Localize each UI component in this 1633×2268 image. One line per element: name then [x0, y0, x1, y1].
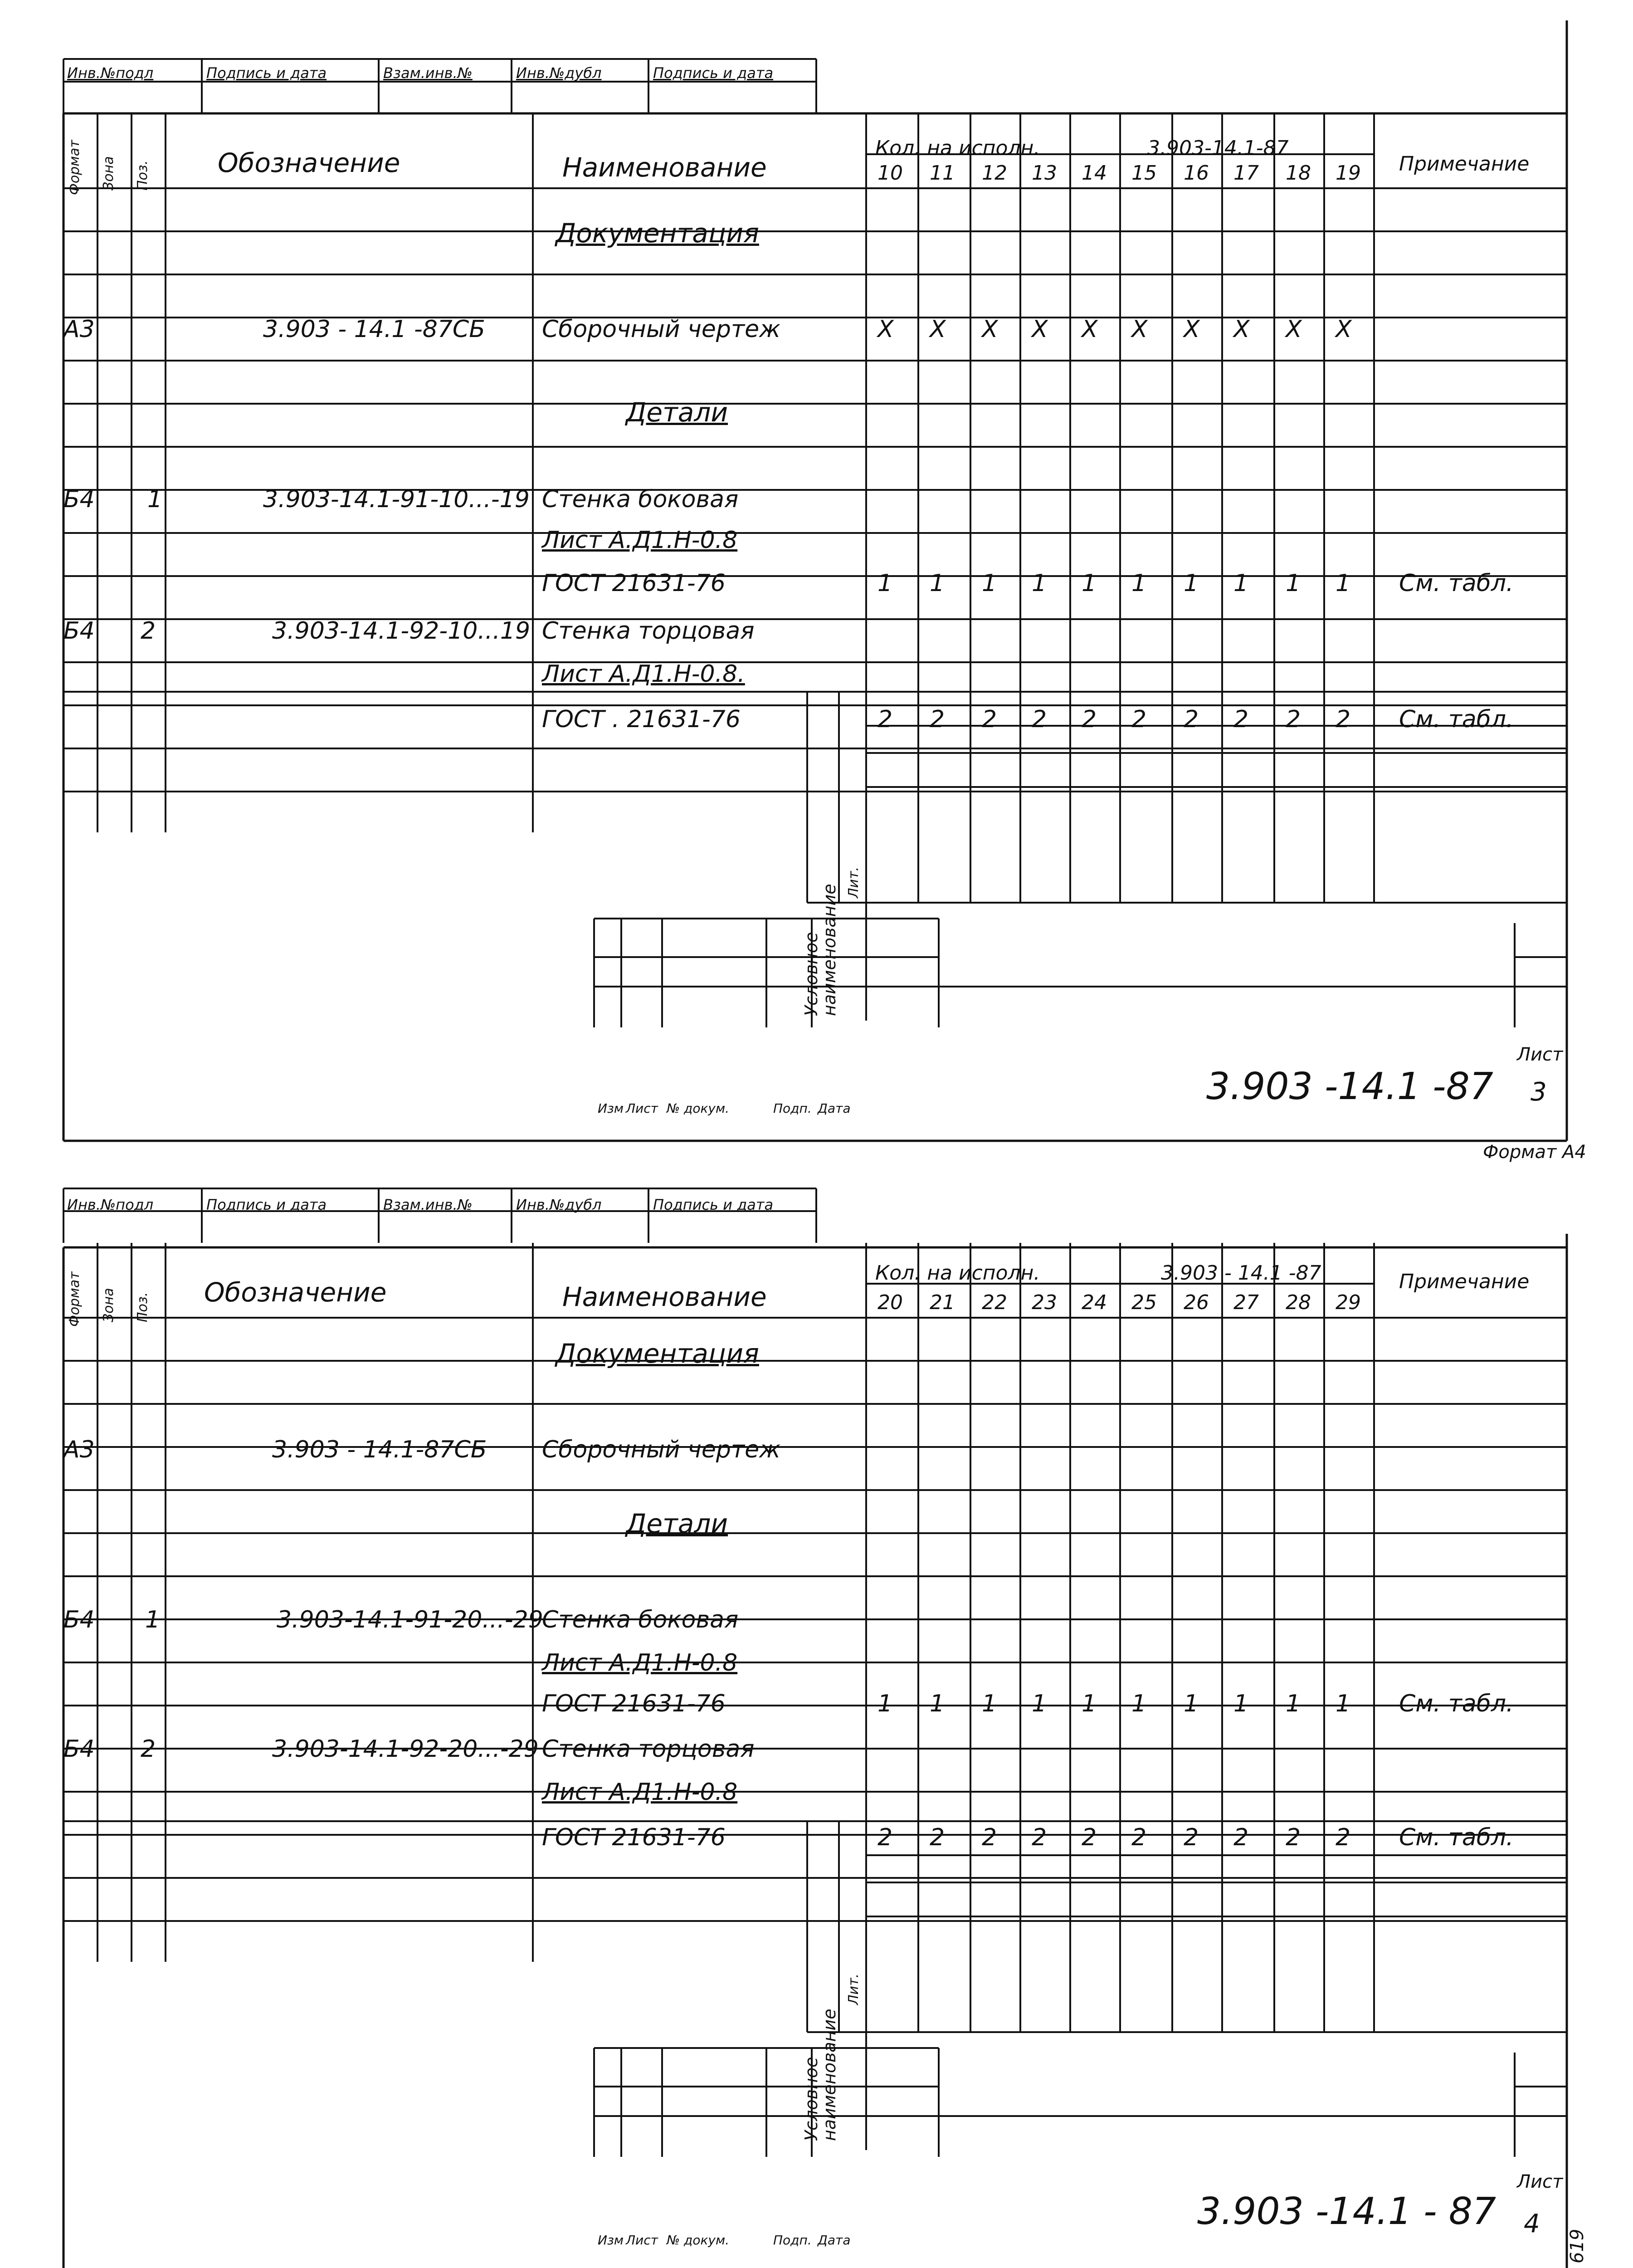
execution-number: 11	[930, 161, 955, 185]
quantity-cell: 2	[1184, 706, 1199, 733]
stamp-inv-dubl: Инв.№дубл	[516, 1196, 602, 1213]
row-name: Стенка боковая	[542, 1606, 739, 1633]
stamp-podpis-data: Подпись и дата	[206, 1196, 327, 1213]
quantity-cell: 1	[1131, 1690, 1147, 1717]
assembly-mark: X	[1233, 316, 1250, 343]
row-name: Сборочный чертеж	[542, 1436, 780, 1463]
qty-caption: Кол. на исполн.	[875, 1261, 1040, 1285]
col-pos: Поз.	[135, 1292, 151, 1322]
row-note: См. табл.	[1399, 1690, 1514, 1717]
assembly-mark: X	[930, 316, 946, 343]
section-parts: Детали	[626, 397, 728, 428]
assembly-mark: X	[1184, 316, 1200, 343]
quantity-cell: 2	[1131, 706, 1147, 733]
col-name: Наименование	[562, 152, 767, 183]
quantity-cell: 2	[1336, 706, 1351, 733]
quantity-cell: 2	[1032, 706, 1047, 733]
col-pos: Поз.	[135, 160, 151, 191]
quantity-cell: 2	[1233, 1824, 1249, 1851]
quantity-cell: 1	[1082, 570, 1097, 597]
row-note: См. табл.	[1399, 706, 1514, 733]
assembly-mark: X	[1286, 316, 1302, 343]
execution-number: 24	[1082, 1291, 1107, 1314]
tb-sheet-no: 4	[1524, 2209, 1540, 2239]
conditional-name-label: Условное наименование	[801, 884, 839, 1016]
col-note: Примечание	[1399, 1270, 1530, 1293]
stamp-podpis-data: Подпись и дата	[206, 64, 327, 82]
tb-code: 3.903 -14.1 - 87	[1197, 2190, 1497, 2233]
quantity-cell: 2	[877, 706, 893, 733]
tb-sheet-label: Лист	[1517, 1044, 1563, 1065]
stamp-podpis-data-2: Подпись и дата	[653, 64, 774, 82]
tb-sheet-label: Лист	[1517, 2171, 1563, 2192]
col-name: Наименование	[562, 1281, 767, 1312]
format-label: Формат А4	[1483, 1142, 1586, 1163]
quantity-cell: 2	[1032, 1824, 1047, 1851]
conditional-name-label: Условное наименование	[801, 2009, 839, 2141]
quantity-cell: 1	[930, 570, 945, 597]
tb-podp: Подп.	[773, 1101, 812, 1116]
quantity-cell: 1	[1286, 570, 1301, 597]
row-note: См. табл.	[1399, 570, 1514, 597]
doc-code-header: 3.903 - 14.1 -87	[1161, 1261, 1321, 1285]
execution-number: 20	[877, 1291, 903, 1314]
tb-izm: Изм	[598, 2233, 624, 2248]
quantity-cell: 1	[1286, 1690, 1301, 1717]
execution-number: 16	[1184, 161, 1209, 185]
tb-list: Лист	[626, 1101, 658, 1116]
assembly-mark: X	[877, 316, 894, 343]
tb-doc-no: № докум.	[667, 2233, 730, 2248]
stamp-vzam-inv: Взам.инв.№	[383, 64, 473, 82]
row-designation: 3.903 - 14.1 -87СБ	[263, 316, 485, 343]
quantity-cell: 2	[930, 1824, 945, 1851]
row-gost: ГОСТ . 21631-76	[542, 706, 741, 733]
quantity-cell: 1	[1336, 570, 1351, 597]
col-note: Примечание	[1399, 152, 1530, 176]
row-gost: ГОСТ 21631-76	[542, 570, 726, 597]
section-documentation: Документация	[556, 1338, 759, 1369]
row-name: Стенка торцовая	[542, 1735, 755, 1763]
quantity-cell: 1	[1032, 570, 1047, 597]
row-name: Стенка торцовая	[542, 617, 755, 645]
col-format: Формат	[67, 1271, 83, 1327]
execution-number: 12	[982, 161, 1007, 185]
assembly-mark: X	[1336, 316, 1352, 343]
quantity-cell: 2	[1286, 1824, 1301, 1851]
row-designation: 3.903-14.1-91-10...-19	[263, 486, 530, 513]
tb-data: Дата	[818, 2233, 851, 2248]
quantity-cell: 1	[982, 1690, 997, 1717]
quantity-cell: 2	[1184, 1824, 1199, 1851]
row-name: Стенка боковая	[542, 486, 739, 513]
execution-number: 21	[930, 1291, 955, 1314]
assembly-mark: X	[1032, 316, 1048, 343]
row-gost: ГОСТ 21631-76	[542, 1690, 726, 1717]
col-zone: Зона	[101, 1288, 117, 1322]
row-designation: 3.903-14.1-92-10...19	[272, 617, 531, 645]
quantity-cell: 1	[1032, 1690, 1047, 1717]
execution-number: 22	[982, 1291, 1007, 1314]
tb-izm: Изм	[598, 1101, 624, 1116]
row-format: Б4	[63, 1735, 95, 1763]
quantity-cell: 2	[1082, 706, 1097, 733]
quantity-cell: 2	[1131, 1824, 1147, 1851]
lit-label: Лит.	[846, 866, 862, 898]
quantity-cell: 2	[982, 706, 997, 733]
tb-podp: Подп.	[773, 2233, 812, 2248]
row-pos: 1	[145, 1606, 161, 1633]
tb-list: Лист	[626, 2233, 658, 2248]
row-format: Б4	[63, 617, 95, 645]
assembly-mark: X	[1082, 316, 1098, 343]
quantity-cell: 2	[1336, 1824, 1351, 1851]
execution-number: 18	[1286, 161, 1311, 185]
execution-number: 15	[1131, 161, 1157, 185]
execution-number: 17	[1233, 161, 1259, 185]
lit-label: Лит.	[846, 1973, 862, 2005]
section-parts: Детали	[626, 1508, 728, 1539]
execution-number: 14	[1082, 161, 1107, 185]
tb-data: Дата	[818, 1101, 851, 1116]
row-designation: 3.903-14.1-92-20...-29	[272, 1735, 539, 1763]
stamp-inv-dubl: Инв.№дубл	[516, 64, 602, 82]
quantity-cell: 1	[1233, 1690, 1249, 1717]
row-format: Б4	[63, 486, 95, 513]
tb-doc-no: № докум.	[667, 1101, 730, 1116]
quantity-cell: 1	[1336, 1690, 1351, 1717]
col-format: Формат	[67, 140, 83, 195]
col-zone: Зона	[101, 156, 117, 191]
row-gost: ГОСТ 21631-76	[542, 1824, 726, 1851]
row-sheet: Лист А.Д1.Н-0.8	[542, 527, 738, 554]
quantity-cell: 2	[1233, 706, 1249, 733]
row-sheet: Лист А.Д1.Н-0.8	[542, 1649, 738, 1677]
quantity-cell: 2	[1286, 706, 1301, 733]
execution-number: 10	[877, 161, 903, 185]
quantity-cell: 1	[877, 570, 893, 597]
quantity-cell: 2	[982, 1824, 997, 1851]
quantity-cell: 2	[877, 1824, 893, 1851]
doc-code-header: 3.903-14.1-87	[1147, 137, 1289, 160]
execution-number: 26	[1184, 1291, 1209, 1314]
quantity-cell: 1	[1184, 1690, 1199, 1717]
execution-number: 25	[1131, 1291, 1157, 1314]
execution-number: 28	[1286, 1291, 1311, 1314]
qty-caption: Кол. на исполн.	[875, 137, 1040, 160]
section-documentation: Документация	[556, 218, 759, 249]
execution-number: 23	[1032, 1291, 1057, 1314]
row-designation: 3.903-14.1-91-20...-29	[277, 1606, 543, 1633]
quantity-cell: 1	[877, 1690, 893, 1717]
quantity-cell: 1	[1233, 570, 1249, 597]
quantity-cell: 1	[1131, 570, 1147, 597]
col-designation: Обозначение	[204, 1277, 387, 1308]
assembly-mark: X	[1131, 316, 1148, 343]
stamp-vzam-inv: Взам.инв.№	[383, 1196, 473, 1213]
row-pos: 2	[141, 1735, 156, 1763]
quantity-cell: 1	[930, 1690, 945, 1717]
stamp-inv-podl: Инв.№подл	[67, 64, 154, 82]
execution-number: 29	[1336, 1291, 1361, 1314]
stamp-inv-podl: Инв.№подл	[67, 1196, 154, 1213]
tb-code: 3.903 -14.1 -87	[1206, 1065, 1493, 1108]
quantity-cell: 2	[1082, 1824, 1097, 1851]
row-pos: 1	[147, 486, 163, 513]
row-name: Сборочный чертеж	[542, 316, 780, 343]
row-sheet: Лист А.Д1.Н-0.8	[542, 1779, 738, 1806]
quantity-cell: 1	[1184, 570, 1199, 597]
row-sheet: Лист А.Д1.Н-0.8.	[542, 660, 745, 688]
execution-number: 13	[1032, 161, 1057, 185]
col-designation: Обозначение	[218, 147, 400, 178]
execution-number: 27	[1233, 1291, 1259, 1314]
row-format: А3	[63, 1436, 95, 1463]
assembly-mark: X	[982, 316, 998, 343]
stamp-podpis-data-2: Подпись и дата	[653, 1196, 774, 1213]
row-note: См. табл.	[1399, 1824, 1514, 1851]
execution-number: 19	[1336, 161, 1361, 185]
row-designation: 3.903 - 14.1-87СБ	[272, 1436, 487, 1463]
row-format: Б4	[63, 1606, 95, 1633]
margin-number: 619	[1567, 2229, 1588, 2263]
quantity-cell: 2	[930, 706, 945, 733]
quantity-cell: 1	[1082, 1690, 1097, 1717]
row-pos: 2	[141, 617, 156, 645]
quantity-cell: 1	[982, 570, 997, 597]
tb-sheet-no: 3	[1531, 1077, 1547, 1107]
row-format: А3	[63, 316, 95, 343]
